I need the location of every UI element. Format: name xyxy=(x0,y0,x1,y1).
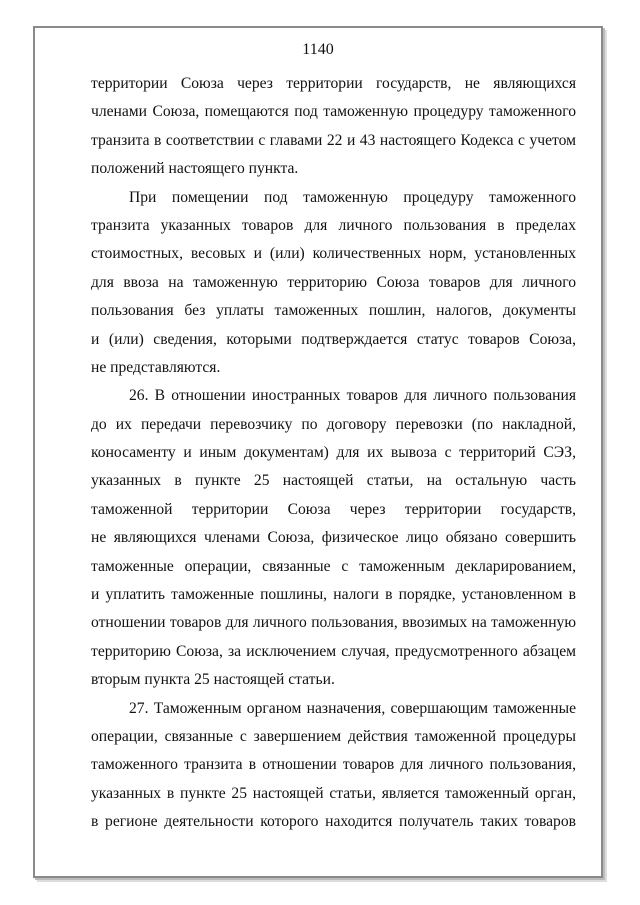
text-line: территории Союза через территории государств, не являющихся xyxy=(91,75,576,92)
text-line: пользования без уплаты таможенных пошлин, налогов, документы xyxy=(91,302,576,320)
document-page xyxy=(33,26,603,878)
text-line: и (или) сведения, которыми подтверждается статус товаров Союза, xyxy=(91,330,576,348)
text-line: территорию Союза, за исключением случая, предусмотренного абзацем xyxy=(91,642,576,660)
text-line: не представляются. xyxy=(91,358,221,376)
text-line: до их передачи перевозчику по договору перевозки (по накладной, xyxy=(91,415,576,433)
text-line: транзита указанных товаров для личного пользования в пределах xyxy=(91,216,576,234)
text-line: не являющихся членами Союза, физическое лицо обязано совершить xyxy=(91,529,576,547)
text-line: указанных в пункте 25 настоящей статьи, на остальную часть xyxy=(91,472,576,490)
text-line: таможенного транзита в отношении товаров для личного пользования, xyxy=(91,756,576,774)
text-line: таможенной территории Союза через территории государств, xyxy=(91,500,576,518)
text-line: положений настоящего пункта. xyxy=(91,160,299,178)
text-line: стоимостных, весовых и (или) количественных норм, установленных xyxy=(91,245,576,263)
text-line: и уплатить таможенные пошлины, налоги в порядке, установленном в xyxy=(91,586,576,604)
text-line: операции, связанные с завершением действия таможенной процедуры xyxy=(91,727,576,745)
document-body xyxy=(91,70,576,837)
text-line: При помещении под таможенную процедуру таможенного xyxy=(129,188,576,206)
text-line: коносаменту и иным документам) для их вывоза с территорий СЭЗ, xyxy=(91,444,576,462)
text-line: отношении товаров для личного пользования, ввозимых на таможенную xyxy=(91,614,576,632)
text-line: вторым пункта 25 настоящей статьи. xyxy=(91,671,335,689)
text-line: транзита в соответствии с главами 22 и 43 настоящего Кодекса с учетом xyxy=(91,131,576,149)
text-line: членами Союза, помещаются под таможенную процедуру таможенного xyxy=(91,103,576,121)
page-number: 1140 xyxy=(302,41,334,58)
text-line: в регионе деятельности которого находится получатель таких товаров xyxy=(91,813,576,831)
text-line: для ввоза на таможенную территорию Союза товаров для личного xyxy=(91,273,576,291)
text-line: таможенные операции, связанные с таможенным декларированием, xyxy=(91,557,576,575)
text-line: 27. Таможенным органом назначения, совершающим таможенные xyxy=(129,699,576,717)
text-line: 26. В отношении иностранных товаров для личного пользования xyxy=(129,387,576,405)
text-line: указанных в пункте 25 настоящей статьи, является таможенный орган, xyxy=(91,784,576,802)
